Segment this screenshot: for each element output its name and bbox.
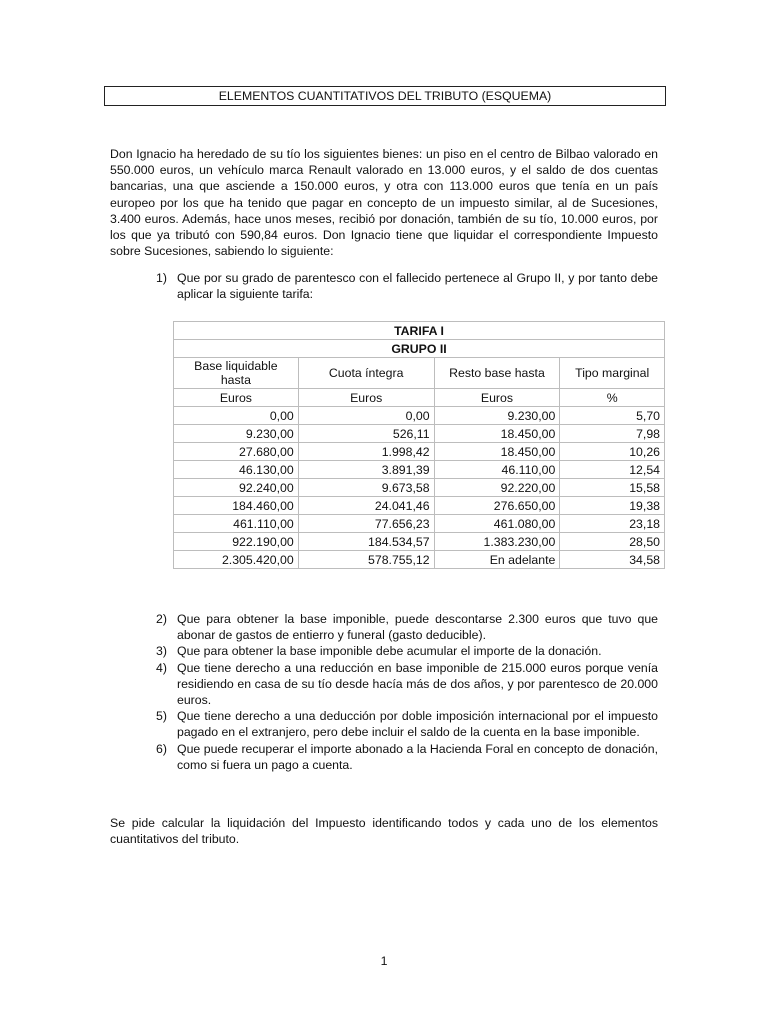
list-item <box>150 611 658 643</box>
table-cell: 77.656,23 <box>298 515 434 533</box>
table-row <box>174 461 665 479</box>
table-cell: 46.130,00 <box>174 461 299 479</box>
tarifa-table <box>173 321 665 569</box>
table-cell: 5,70 <box>560 407 665 425</box>
table-cell: 92.240,00 <box>174 479 299 497</box>
table-row <box>174 515 665 533</box>
table-row <box>174 443 665 461</box>
table-cell: 461.110,00 <box>174 515 299 533</box>
list-item-text: Que para obtener la base imponible, puede descontarse 2.300 euros que tuvo que abonar de gastos de entierro y funeral (gasto deducible). <box>177 612 658 643</box>
list-item-text: Que para obtener la base imponible debe acumular el importe de la donación. <box>177 644 602 659</box>
table-cell: 23,18 <box>560 515 665 533</box>
table-cell: 0,00 <box>174 407 299 425</box>
list-item <box>150 270 658 302</box>
table-cell: 526,11 <box>298 425 434 443</box>
conditions-list-part1 <box>150 270 658 302</box>
table-cell: 15,58 <box>560 479 665 497</box>
table-cell: 9.230,00 <box>434 407 560 425</box>
table-row <box>174 407 665 425</box>
table-cell: 19,38 <box>560 497 665 515</box>
column-header: Cuota íntegra <box>298 358 434 389</box>
table-cell: 461.080,00 <box>434 515 560 533</box>
conditions-list-part2 <box>150 611 658 773</box>
table-cell: 1.383.230,00 <box>434 533 560 551</box>
table-subtitle: GRUPO II <box>174 340 665 358</box>
table-cell: 18.450,00 <box>434 443 560 461</box>
table-row <box>174 479 665 497</box>
list-item-number: 3) <box>156 644 167 659</box>
table-cell: 3.891,39 <box>298 461 434 479</box>
list-item-number: 1) <box>156 271 167 285</box>
table-title: TARIFA I <box>174 322 665 340</box>
list-item <box>150 660 658 709</box>
table-cell: 276.650,00 <box>434 497 560 515</box>
page-number: 1 <box>380 954 388 968</box>
unit-cell: Euros <box>174 389 299 407</box>
table-cell: 10,26 <box>560 443 665 461</box>
list-item-number: 4) <box>156 660 167 675</box>
column-header: Resto base hasta <box>434 358 560 389</box>
table-row <box>174 533 665 551</box>
table-row <box>174 425 665 443</box>
intro-paragraph: Don Ignacio ha heredado de su tío los siguientes bienes: un piso en el centro de Bilbao valorado en 550.000 euros, un vehículo marca Renault valorado en 13.000 euros, y el saldo de dos cuentas bancarias, una que asciende a 150.000 euros, y otra con 113.000 euros que tenía en un país europeo por los que ha tenido que pagar en concepto de un impuesto similar, al de Sucesiones, 3.400 euros. Además, hace unos meses, recibió por donación, también de su tío, 10.000 euros, por los que ya tributó con 590,84 euros. Don Ignacio tiene que liquidar el correspondiente Impuesto sobre Sucesiones, sabiendo lo siguiente: <box>110 147 658 259</box>
table-cell: 2.305.420,00 <box>174 551 299 569</box>
column-header: Tipo marginal <box>560 358 665 389</box>
table-cell: 12,54 <box>560 461 665 479</box>
list-item-text: Que tiene derecho a una reducción en base imponible de 215.000 euros porque venía residiendo en casa de su tío desde hacía más de dos años, y por parentesco de 20.000 euros. <box>177 660 658 708</box>
list-item-text: Que puede recuperar el importe abonado a la Hacienda Foral en concepto de donación, como si fuera un pago a cuenta. <box>177 741 658 772</box>
list-item-text: Que tiene derecho a una deducción por doble imposición internacional por el impuesto pagado en el extranjero, pero debe incluir el saldo de la cuenta en la base imponible. <box>177 709 658 740</box>
table-cell: 92.220,00 <box>434 479 560 497</box>
table-cell: 184.534,57 <box>298 533 434 551</box>
table-cell: 922.190,00 <box>174 533 299 551</box>
closing-paragraph: Se pide calcular la liquidación del Impuesto identificando todos y cada uno de los elementos cuantitativos del tributo. <box>110 816 658 847</box>
list-item <box>150 643 658 659</box>
table-cell: 184.460,00 <box>174 497 299 515</box>
table-cell: 578.755,12 <box>298 551 434 569</box>
table-cell: 24.041,46 <box>298 497 434 515</box>
list-item-number: 5) <box>156 709 167 724</box>
table-cell: 9.230,00 <box>174 425 299 443</box>
column-header: Base liquidable hasta <box>174 358 299 389</box>
unit-cell: Euros <box>298 389 434 407</box>
table-cell: 34,58 <box>560 551 665 569</box>
unit-cell: % <box>560 389 665 407</box>
table-header-row <box>174 358 665 389</box>
document-title: ELEMENTOS CUANTITATIVOS DEL TRIBUTO (ESQUEMA) <box>104 86 666 106</box>
table-cell: En adelante <box>434 551 560 569</box>
table-cell: 1.998,42 <box>298 443 434 461</box>
table-row <box>174 497 665 515</box>
table-cell: 27.680,00 <box>174 443 299 461</box>
list-item-text: Que por su grado de parentesco con el fallecido pertenece al Grupo II, y por tanto debe aplicar la siguiente tarifa: <box>177 271 658 302</box>
table-cell: 46.110,00 <box>434 461 560 479</box>
table-cell: 9.673,58 <box>298 479 434 497</box>
table-cell: 0,00 <box>298 407 434 425</box>
unit-cell: Euros <box>434 389 560 407</box>
table-row <box>174 551 665 569</box>
table-units-row <box>174 389 665 407</box>
list-item-number: 6) <box>156 741 167 756</box>
list-item-number: 2) <box>156 612 167 626</box>
list-item <box>150 741 658 773</box>
table-cell: 28,50 <box>560 533 665 551</box>
table-cell: 7,98 <box>560 425 665 443</box>
table-cell: 18.450,00 <box>434 425 560 443</box>
list-item <box>150 708 658 740</box>
